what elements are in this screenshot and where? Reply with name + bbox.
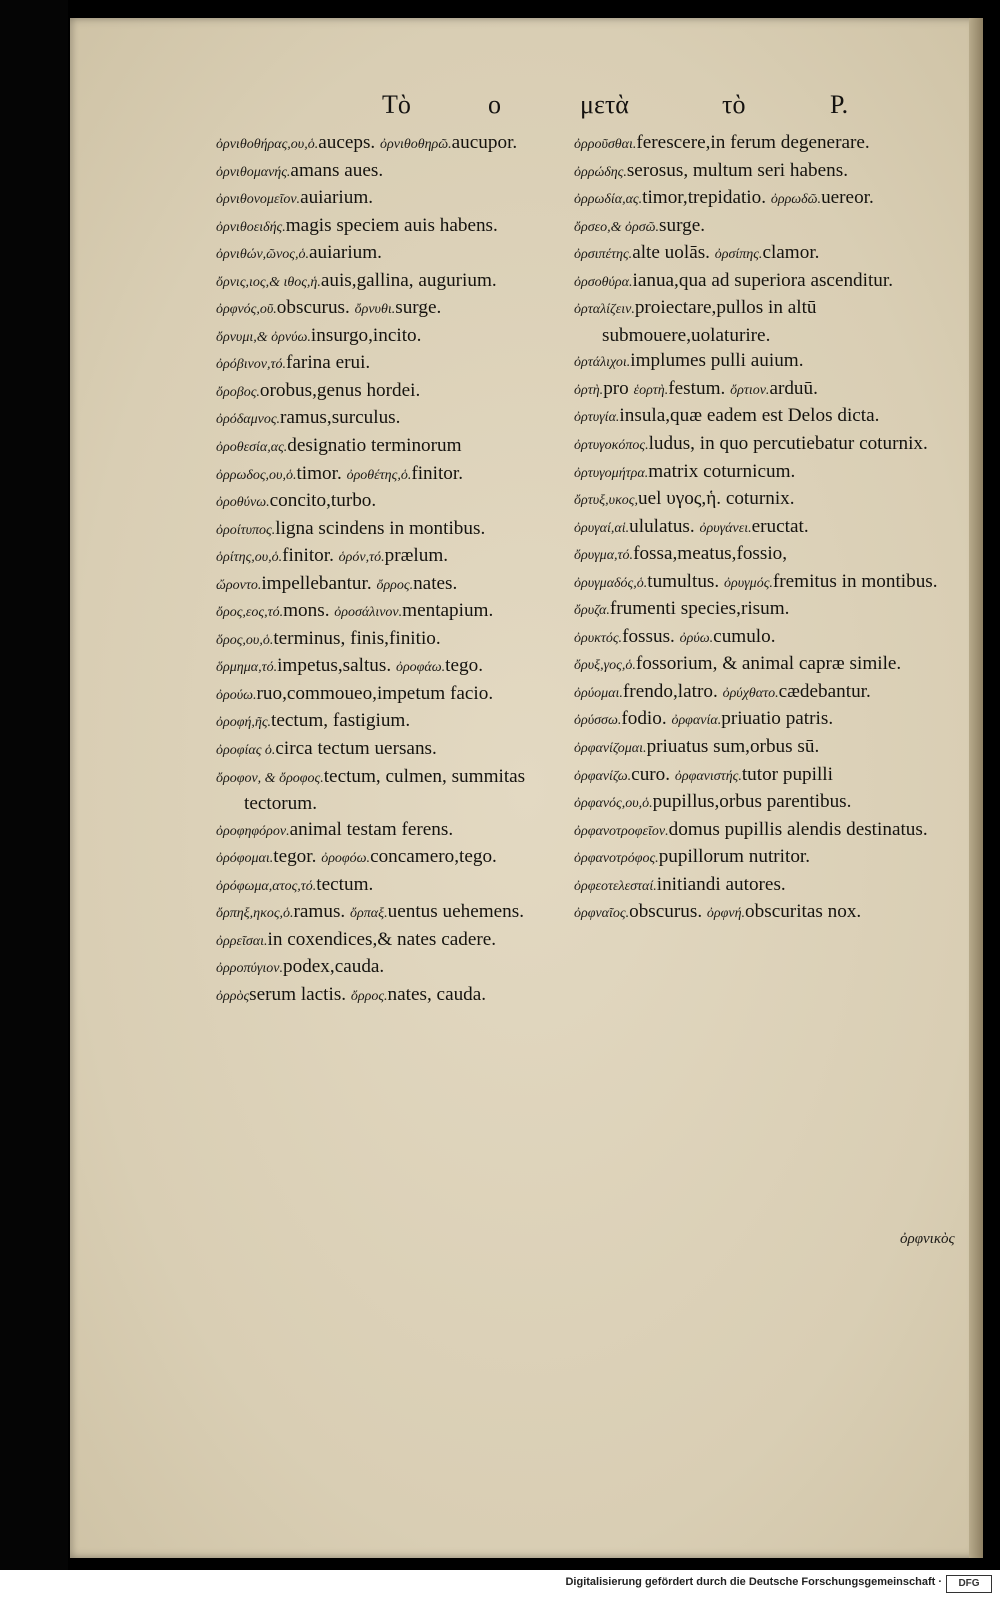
greek-headword: ὀροφή,ῆς.	[216, 715, 272, 731]
dictionary-entry	[216, 708, 556, 736]
greek-headword: ὀρνιθομανής.	[216, 164, 291, 180]
latin-definition: serum lactis.	[249, 983, 347, 1005]
latin-definition: nates.	[413, 572, 458, 594]
greek-headword: ὀρόβινον,τό.	[216, 357, 287, 373]
latin-definition: concamero,tego.	[370, 846, 497, 868]
dictionary-entry	[574, 789, 974, 817]
latin-definition: uel υγος,ἡ. coturnix.	[637, 488, 795, 510]
dictionary-entry	[216, 899, 556, 927]
dictionary-entry	[574, 130, 974, 158]
greek-headword: ὄρπηξ,ηκος,ὁ.	[216, 906, 294, 922]
latin-definition: terminus, finis,finitio.	[273, 627, 441, 649]
dictionary-entry	[574, 213, 974, 241]
latin-definition: tectum, culmen, summitas tectorum.	[244, 765, 526, 815]
latin-definition: ululatus.	[629, 515, 695, 537]
latin-definition: festum.	[668, 377, 726, 399]
latin-definition: frendo,latro.	[622, 680, 718, 702]
latin-definition: circa tectum uersans.	[275, 738, 437, 760]
dictionary-entry	[216, 433, 556, 461]
dictionary-entry	[574, 403, 974, 431]
latin-definition: tumultus.	[647, 570, 720, 592]
dictionary-entry	[574, 679, 974, 707]
latin-definition: auceps.	[318, 132, 376, 153]
running-head	[70, 90, 983, 126]
greek-headword: ὀρφανία.	[671, 713, 722, 729]
latin-definition: designatio terminorum	[287, 435, 462, 457]
greek-headword: ὀρταλίζειν.	[574, 302, 635, 318]
latin-definition: cumulo.	[713, 625, 776, 647]
latin-definition: curo.	[631, 763, 671, 785]
greek-headword: ὀρύχθατο.	[722, 685, 779, 701]
latin-definition: fodio.	[621, 708, 667, 730]
dictionary-entry	[574, 459, 974, 487]
greek-headword: ὀρρωδία,ας.	[574, 192, 643, 208]
latin-definition: auis,gallina, augurium.	[320, 269, 497, 291]
greek-headword: ὀροθεσία,ας.	[216, 440, 288, 456]
greek-headword: ὀρνιθοειδής.	[216, 219, 286, 235]
greek-headword: ὀρφανιστής.	[674, 768, 742, 784]
greek-headword: ὀρτὴ.	[574, 382, 604, 398]
dictionary-entry	[216, 954, 556, 982]
latin-definition: obscuritas nox.	[745, 901, 862, 923]
greek-headword: ὀρόδαμνος.	[216, 412, 280, 428]
dictionary-entry	[574, 376, 974, 404]
greek-headword: ὀροφίας ὁ.	[216, 743, 276, 759]
greek-headword: ὀρόφωμα,ατος,τό.	[216, 878, 317, 894]
latin-definition: finitor.	[411, 462, 464, 484]
latin-definition: obscurus.	[276, 297, 350, 319]
dictionary-entry	[574, 651, 974, 679]
greek-headword: ὀρσιπέτης.	[574, 247, 633, 263]
dictionary-entry	[574, 268, 974, 296]
greek-headword: ὁρόν,τό.	[338, 550, 385, 566]
dictionary-entry	[574, 158, 974, 186]
dictionary-entry	[216, 350, 556, 378]
greek-headword: ὀρυγάνει.	[699, 520, 752, 536]
greek-headword: ὀροφάω.	[395, 660, 446, 676]
dictionary-entry	[574, 734, 974, 762]
dictionary-entry	[216, 130, 556, 158]
latin-definition: uereor.	[821, 187, 874, 209]
greek-headword: ὄρρος.	[350, 988, 388, 1004]
dictionary-entry	[574, 899, 974, 927]
greek-headword: ὀρύσσω.	[574, 713, 622, 729]
greek-headword: ὤροντο.	[216, 577, 262, 593]
greek-headword: ὀρρὸς	[216, 988, 250, 1004]
latin-definition: orobus,genus hordei.	[259, 379, 421, 401]
greek-headword: ὄρυζα.	[574, 603, 610, 619]
dictionary-entry	[216, 185, 556, 213]
latin-definition: animal testam ferens.	[289, 818, 454, 840]
greek-headword: ὄρρος.	[376, 577, 414, 593]
greek-headword: ὀρρωδος,ου,ὁ.	[216, 467, 297, 483]
latin-definition: tego.	[445, 655, 483, 677]
dictionary-entry	[574, 541, 974, 569]
latin-definition: insula,quæ eadem est Delos dicta.	[619, 405, 880, 427]
latin-definition: tectum.	[316, 873, 374, 895]
latin-definition: impetus,saltus.	[277, 655, 392, 677]
greek-headword: ὄρτυξ,υκος,	[574, 493, 638, 509]
greek-headword: ὀρτάλιχοι.	[574, 355, 631, 371]
latin-definition: pro	[603, 377, 629, 399]
dictionary-entry	[574, 431, 974, 459]
dictionary-entry	[216, 240, 556, 268]
dictionary-entry	[216, 516, 556, 544]
dictionary-entry	[216, 543, 556, 571]
latin-definition: priuatio patris.	[721, 708, 834, 730]
greek-headword: ὀρνιθοθηρῶ.	[380, 137, 452, 152]
latin-definition: auiarium.	[308, 242, 382, 264]
latin-definition: tutor pupilli	[741, 763, 833, 785]
greek-headword: ὀρνιθών,ῶνος,ὁ.	[216, 247, 309, 263]
greek-headword: ὀρφνός,οῦ.	[216, 302, 277, 318]
latin-definition: alte uolās.	[632, 242, 710, 264]
greek-headword: ὄροβος.	[216, 384, 260, 400]
greek-headword: ὄρνυμι,& ὀρνύω.	[216, 329, 311, 345]
greek-headword: ὄρσεο,& ὀρσῶ.	[574, 219, 660, 235]
dictionary-entry	[216, 598, 556, 626]
running-head-word: P.	[830, 90, 849, 119]
dictionary-entry	[574, 762, 974, 790]
latin-definition: ianua,qua ad superiora ascenditur.	[632, 269, 894, 291]
dictionary-entry	[216, 571, 556, 599]
greek-headword: ὀρφανοτρόφος.	[574, 851, 659, 867]
greek-headword: ὀρυγμαδός,ὁ.	[574, 575, 648, 591]
greek-headword: ὀρροπύγιον.	[216, 961, 283, 977]
dictionary-entry	[216, 323, 556, 351]
dictionary-entry	[216, 844, 556, 872]
greek-headword: ὀρυγαί,αἱ.	[574, 520, 630, 536]
left-column	[216, 130, 556, 1010]
dictionary-entry	[216, 764, 556, 817]
latin-definition: farina erui.	[286, 352, 371, 374]
latin-definition: ruo,commoueo,impetum facio.	[256, 682, 494, 704]
footer-credit: Digitalisierung gefördert durch die Deutsche Forschungsgemeinschaft ·	[565, 1576, 942, 1588]
greek-headword: ὄρνυθι.	[354, 302, 396, 318]
greek-headword: ὀρυκτός.	[574, 630, 623, 646]
dictionary-entry	[574, 844, 974, 872]
latin-definition: tegor.	[273, 846, 317, 868]
greek-headword: ὄρος,εος,τό.	[216, 605, 284, 621]
latin-definition: ferescere,in ferum degenerare.	[636, 132, 870, 153]
dfg-logo: DFG	[946, 1575, 992, 1593]
greek-headword: ὄρυγμα,τό.	[574, 548, 634, 564]
greek-headword: ὄροφον, & ὄροφος.	[216, 770, 324, 786]
dictionary-entry	[216, 488, 556, 516]
greek-headword: ὀρφανίζομαι.	[574, 741, 647, 757]
latin-definition: eructat.	[751, 515, 809, 537]
latin-definition: timor.	[296, 462, 342, 484]
latin-definition: insurgo,incito.	[310, 324, 422, 346]
greek-headword: ὀρτυγία.	[574, 410, 620, 426]
latin-definition: frumenti species,risum.	[609, 598, 790, 620]
latin-definition: podex,cauda.	[283, 956, 385, 978]
greek-headword: ὄρτιον.	[730, 382, 770, 398]
latin-definition: in coxendices,& nates cadere.	[267, 928, 497, 950]
latin-definition: surge.	[659, 214, 706, 236]
dictionary-entry	[216, 158, 556, 186]
greek-headword: ὀρφναῖος.	[574, 906, 630, 922]
greek-headword: ὅρμημα,τό.	[216, 660, 278, 676]
dictionary-entry	[574, 596, 974, 624]
latin-definition: fossus.	[622, 625, 675, 647]
catchword: ὀρφνικὸς	[900, 1231, 955, 1247]
dictionary-entry	[216, 268, 556, 296]
greek-headword: ὀρνιθονομεῖον.	[216, 192, 301, 208]
latin-definition: initiandi autores.	[656, 873, 786, 895]
greek-headword: ὀρσοθύρα.	[574, 274, 633, 290]
dictionary-entry	[216, 872, 556, 900]
greek-headword: ὀροφόω.	[321, 851, 371, 867]
dictionary-entry	[216, 653, 556, 681]
greek-headword: ὀρύω.	[679, 630, 714, 646]
dictionary-entry	[216, 927, 556, 955]
latin-definition: clamor.	[762, 242, 820, 264]
latin-definition: auiarium.	[300, 187, 374, 209]
dictionary-entry	[574, 569, 974, 597]
latin-definition: matrix coturnicum.	[648, 460, 796, 482]
latin-definition: implumes pulli auium.	[630, 350, 804, 372]
greek-headword: ὀρρωδῶ.	[770, 192, 822, 208]
latin-definition: arduū.	[769, 377, 818, 399]
greek-headword: ὀρσίπης.	[714, 247, 763, 263]
latin-definition: priuatus sum,orbus sū.	[646, 736, 820, 758]
greek-headword: ὀρροῦσθαι.	[574, 137, 637, 152]
running-head-word: Τὸ	[382, 90, 411, 119]
greek-headword: ὀρφεοτελεσταί.	[574, 878, 657, 894]
dictionary-entry	[574, 185, 974, 213]
dictionary-entry	[574, 817, 974, 845]
running-head-word: μετὰ	[580, 90, 629, 119]
right-column	[574, 130, 974, 927]
latin-definition: uentus uehemens.	[387, 901, 525, 923]
latin-definition: ramus,surculus.	[280, 407, 401, 429]
dictionary-entry	[216, 817, 556, 845]
running-head-word: ο	[488, 90, 501, 119]
latin-definition: fremitus in montibus.	[772, 570, 938, 592]
latin-definition: impellebantur.	[261, 572, 372, 594]
greek-headword: ὀροσάλινον.	[334, 605, 403, 621]
greek-headword: ὄρνις,ιος,& ιθος,ἡ.	[216, 274, 321, 290]
latin-definition: tectum, fastigium.	[271, 710, 411, 732]
greek-headword: ὅρος,ου,ὁ.	[216, 632, 274, 648]
dictionary-entry	[574, 486, 974, 514]
greek-headword: ὀρόφομαι.	[216, 851, 274, 867]
greek-headword: ὀρυγμός.	[724, 575, 773, 591]
greek-headword: ὀρφανοτροφεῖον.	[574, 823, 669, 839]
greek-headword: ὀρφανός,ου,ὁ.	[574, 796, 653, 812]
greek-headword: ὁρίτης,ου,ὁ.	[216, 550, 283, 566]
latin-definition: domus pupillis alendis destinatus.	[668, 818, 928, 840]
dictionary-entry	[216, 378, 556, 406]
dictionary-entry	[574, 706, 974, 734]
latin-definition: prælum.	[384, 545, 449, 567]
latin-definition: cædebantur.	[778, 680, 871, 702]
dictionary-entry	[574, 348, 974, 376]
dictionary-entry	[216, 213, 556, 241]
latin-definition: surge.	[395, 297, 442, 319]
greek-headword: ὀρτυγομήτρα.	[574, 465, 649, 481]
dictionary-entry	[216, 736, 556, 764]
dictionary-entry	[216, 295, 556, 323]
greek-headword: ὀρρεῖσαι.	[216, 933, 268, 949]
latin-definition: timor,trepidatio.	[642, 187, 767, 209]
greek-headword: ὀρούω.	[216, 687, 257, 703]
latin-definition: pupillorum nutritor.	[658, 846, 811, 868]
dictionary-entry	[216, 626, 556, 654]
greek-headword: ὄρυξ,γος,ὁ.	[574, 658, 636, 674]
greek-headword: ὀρφνή.	[706, 906, 746, 922]
dictionary-entry	[574, 295, 974, 348]
latin-definition: pupillus,orbus parentibus.	[652, 791, 852, 813]
latin-definition: amans aues.	[290, 159, 384, 181]
dictionary-entry	[574, 872, 974, 900]
latin-definition: proiectare,pullos in altū submouere,uolaturire.	[602, 297, 817, 346]
greek-headword: ὄρπαξ.	[350, 906, 388, 922]
dictionary-entry	[216, 461, 556, 489]
greek-headword: ὀρτυγοκόπος.	[574, 438, 649, 454]
greek-headword: ὀρρώδης.	[574, 164, 627, 180]
greek-headword: ὀροφηφόρον.	[216, 823, 290, 839]
dictionary-entry	[574, 624, 974, 652]
dictionary-entry	[216, 405, 556, 433]
footer-bar	[0, 1570, 1000, 1599]
dictionary-entry	[216, 681, 556, 709]
scan-background	[0, 0, 68, 1599]
latin-definition: mentapium.	[402, 600, 494, 622]
latin-definition: nates, cauda.	[387, 983, 487, 1005]
greek-headword: ὀρύομαι.	[574, 685, 623, 701]
latin-definition: fossorium, & animal capræ simile.	[635, 653, 902, 675]
latin-definition: serosus, multum seri habens.	[626, 159, 849, 181]
greek-headword: ὀροθέτης,ὁ.	[346, 467, 412, 483]
dictionary-entry	[574, 240, 974, 268]
latin-definition: ludus, in quo percutiebatur coturnix.	[648, 433, 928, 455]
dictionary-entry	[574, 514, 974, 542]
latin-definition: ramus.	[293, 901, 346, 923]
greek-headword: ὀρνιθοθήρας,ου,ὁ.	[216, 137, 319, 152]
dictionary-entry	[216, 982, 556, 1010]
latin-definition: finitor.	[282, 545, 334, 567]
greek-headword: ὀροθύνω.	[216, 495, 270, 511]
latin-definition: fossa,meatus,fossio,	[633, 543, 788, 565]
latin-definition: mons.	[283, 600, 330, 622]
greek-headword: ὀροίτυπος.	[216, 522, 276, 538]
latin-definition: aucupor.	[451, 132, 518, 153]
running-head-word: τὸ	[722, 90, 746, 119]
latin-definition: ligna scindens in montibus.	[275, 517, 486, 539]
greek-headword: ἑορτὴ.	[633, 382, 669, 398]
latin-definition: magis speciem auis habens.	[285, 214, 498, 236]
latin-definition: concito,turbo.	[269, 490, 377, 512]
latin-definition: obscurus.	[629, 901, 703, 923]
greek-headword: ὀρφανίζω.	[574, 768, 632, 784]
